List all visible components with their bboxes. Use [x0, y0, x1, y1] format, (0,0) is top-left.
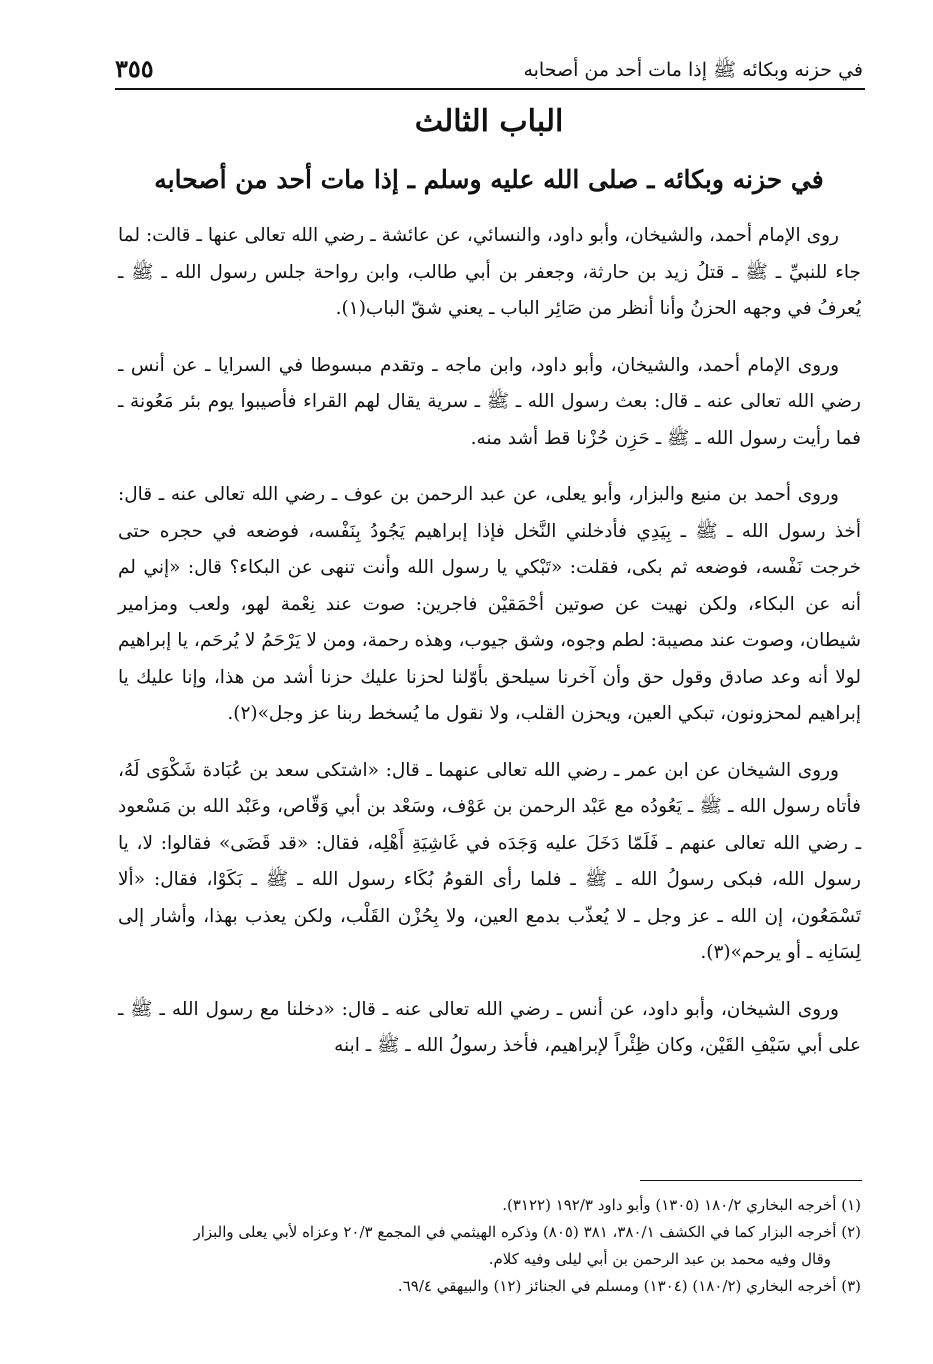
running-header — [115, 48, 863, 88]
running-title: في حزنه وبكائه ﷺ إذا مات أحد من أصحابه — [523, 59, 863, 81]
body-text — [118, 218, 861, 1085]
paragraph: روى الإمام أحمد، والشيخان، وأبو داود، والنسائي، عن عائشة ـ رضي الله تعالى عنها ـ قالت: لما جاء للنبيِّ ـ ﷺ ـ قتلُ زيد بن حارثة، وجعفر بن أبي طالب، وابن رواحة جلس رسول الله ـ ﷺ ـ يُعرفُ في وجهه الحزنُ وأنا أنظر من صَائِر الباب ـ يعني شقّ الباب(١). — [118, 225, 861, 319]
paragraph: وروى الشيخان عن ابن عمر ـ رضي الله تعالى عنهما ـ قال: «اشتكى سعد بن عُبَادة شَكْوَى لَهُ، فأتاه رسول الله ـ ﷺ ـ يَعُودُه مع عَبْد الرحمن بن عَوْف، وسَعْد بن أبي وَقّاص، وعَبْد الله بن مَسْعود ـ رضي الله تعالى عنهم ـ فَلَمّا دَخَلَ عليه وَجَدَه في غَاشِيَةِ أَهْلِه، فقال: «قد قَضَى» فقالوا: لا، يا رسول الله، فبكى رسولُ الله ـ ﷺ ـ فلما رأى القومُ بُكَاء رسول الله ـ ﷺ ـ بَكَوْا، فقال: «ألا تَسْمَعُون، إن الله ـ عز وجل ـ لا يُعذّب بدمع العين، ولا بِحُزْن القَلْب، ولكن يعذب بهذا، وأشار إلى لِسَانِه ـ أو يرحم»(٣). — [118, 759, 861, 963]
footnote-continuation: وقال وفيه محمد بن عبد الرحمن بن أبي ليلى وفيه كلام. — [488, 1250, 831, 1268]
footnote-rule — [640, 1180, 862, 1181]
paragraph: وروى أحمد بن منيع والبزار، وأبو يعلى، عن عبد الرحمن بن عوف ـ رضي الله تعالى عنه ـ قال: أخذ رسول الله ـ ﷺ ـ بِيَدِي فأدخلني النَّخل فإذا إبراهيم يَجُودُ بِنَفْسه، فوضعه في حجره حتى خرجت نَفْسه، فوضعه ثم بكى، فقلت: «تَبْكي يا رسول الله وأنت تنهى عن البكاء؟ قال: «إني لم أنه عن البكاء، ولكن نهيت عن صوتين أحْمَقيْن فاجرين: صوت عند نِعْمة لهو، ولعب ومزامير شيطان، وصوت عند مصيبة: لطم وجوه، وشق جيوب، وهذه رحمة، ومن لا يَرْحَمُ لا يُرحَم، يا إبراهيم لولا أنه وعد صادق وقول حق وأن آخرنا سيلحق بأوّلنا لحزنا عليك حزنا أشد من هذا، وإنا عليك يا إبراهيم لمحزونون، تبكي العين، ويحزن القلب، ولا نقول ما يُسخط ربنا عز وجل»(٢). — [118, 484, 861, 724]
page-number: ٣٥٥ — [115, 54, 154, 83]
footnote: (٣) أخرجه البخاري (١٨٠/٢) (١٣٠٤) ومسلم في الجنائز (١٢) والبيهقي ٦٩/٤. — [397, 1277, 861, 1295]
paragraph: وروى الشيخان، وأبو داود، عن أنس ـ رضي الله تعالى عنه ـ قال: «دخلنا مع رسول الله ـ ﷺ ـ على أبي سَيْفِ القَيْن، وكان ظِئْراً لإبراهيم، فأخذ رسولُ الله ـ ﷺ ـ ابنه — [118, 998, 861, 1056]
footnote: (١) أخرجه البخاري ١٨٠/٢ (١٣٠٥) وأبو داود ١٩٢/٣ (٣١٢٢). — [502, 1196, 861, 1214]
chapter-title: الباب الثالث — [414, 104, 564, 139]
footnotes — [118, 1192, 861, 1300]
footnote: (٢) أخرجه البزار كما في الكشف ٣٨٠/١، ٣٨١ (٨٠٥) وذكره الهيثمي في المجمع ٢٠/٣ وعزاه لأبي يعلى والبزار — [193, 1223, 861, 1241]
paragraph: وروى الإمام أحمد، والشيخان، وأبو داود، وابن ماجه ـ وتقدم مبسوطا في السرايا ـ عن أنس ـ رضي الله تعالى عنه ـ قال: بعث رسول الله ـ ﷺ ـ سرية يقال لهم القراء فأصيبوا يوم بئر مَعُونة ـ فما رأيت رسول الله ـ ﷺ ـ حَزِن حُزْنا قط أشد منه. — [118, 354, 861, 449]
chapter-subtitle: في حزنه وبكائه ـ صلى الله عليه وسلم ـ إذا مات أحد من أصحابه — [154, 165, 824, 194]
header-rule — [115, 88, 865, 90]
